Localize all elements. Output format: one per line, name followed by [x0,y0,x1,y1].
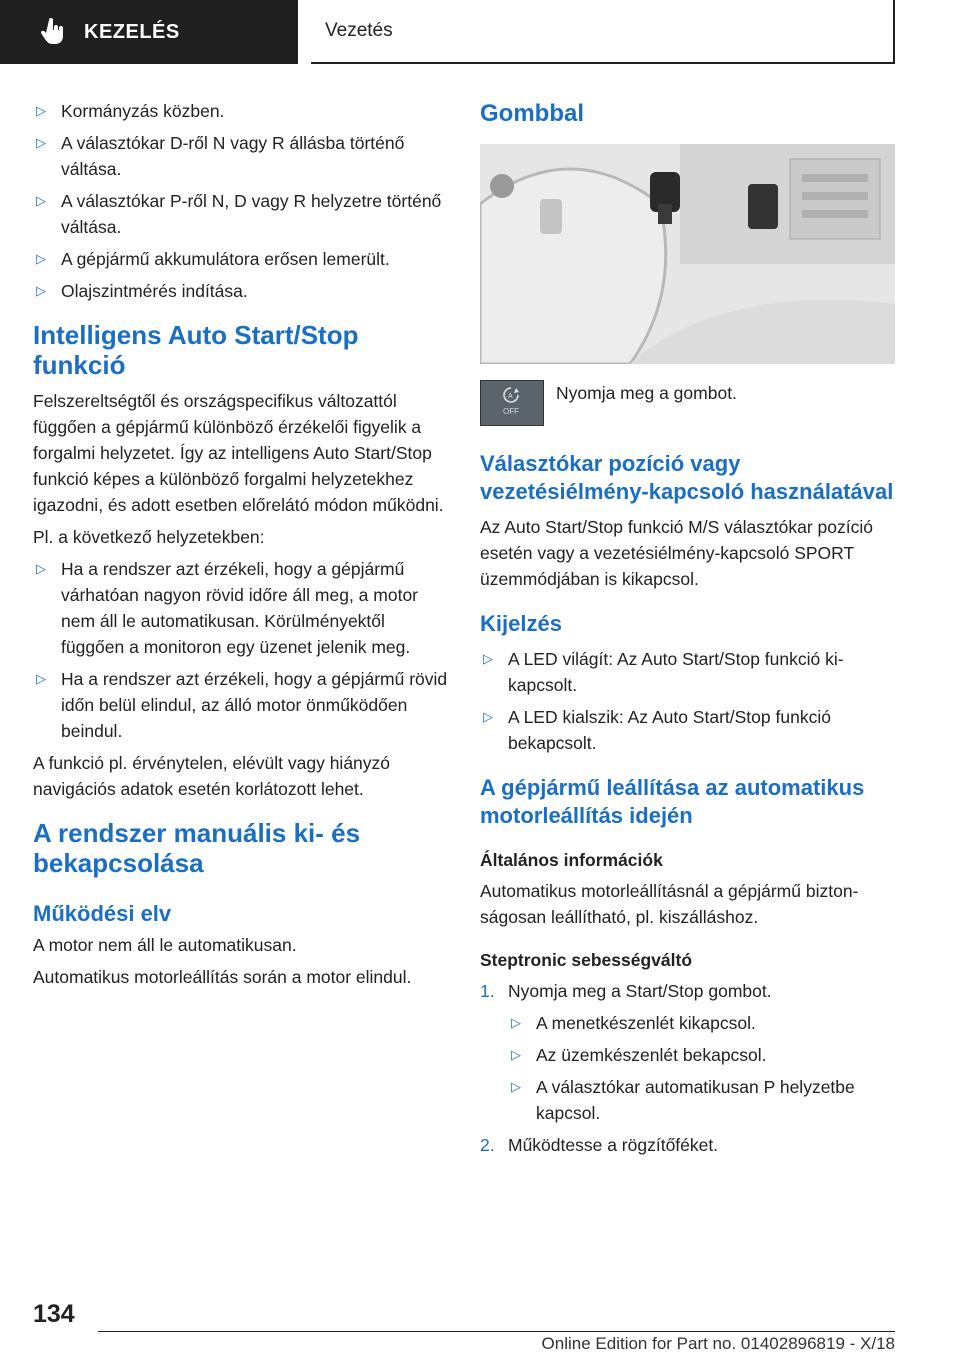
triangle-bullet-icon: ▷ [36,103,46,118]
triangle-bullet-icon: ▷ [511,1079,521,1094]
triangle-bullet-icon: ▷ [483,651,493,666]
triangle-bullet-icon: ▷ [36,135,46,150]
heading-selector: Választókar pozíció vagy vezetésiélmény-kapcsoló használatával [480,451,894,504]
list-item: 2. Működtesse a rögzítőféket. [480,1132,897,1158]
interior-photo [480,144,895,364]
list-item: ▷ A gépjármű akkumulátora erősen lemerült. [33,246,448,272]
list-item: ▷ Olajszintmérés indítása. [33,278,448,304]
header-tab [0,0,298,64]
paragraph: Automatikus motorleállítás során a motor elindul. [33,967,412,987]
heading-principle: Működési elv [33,901,172,926]
footer-divider [98,1331,895,1332]
auto-start-stop-icon [501,386,521,404]
triangle-bullet-icon: ▷ [36,251,46,266]
heading-general: Általános információk [480,850,663,870]
list-item: ▷ A választókar automatikusan P helyzetbe kapcsol. [508,1074,897,1126]
triangle-bullet-icon: ▷ [36,561,46,576]
hand-pointer-icon [40,18,66,46]
heading-auto-start-stop: Intelligens Auto Start/Stop funkció [33,320,359,380]
paragraph: A motor nem áll le automatikusan. [33,935,297,955]
button-instruction [480,380,897,426]
section-title: Vezetés [311,0,895,64]
paragraph: A funkció pl. érvénytelen, elévült vagy hiányzó navigációs adatok esetén korlátozott lehet. [33,753,391,799]
paragraph: Pl. a következő helyzetekben: [33,527,265,547]
right-column [480,98,897,1164]
list-item: ▷ A menetkészenlét kikapcsol. [508,1010,897,1036]
paragraph: Az Auto Start/Stop funkció M/S választókar pozíció esetén vagy a vezetésiélmény-kapcsoló SPORT üzemmódjában is kikapcsol. [480,517,873,589]
heading-button: Gombbal [480,100,585,127]
auto-bullet-list [33,556,448,744]
paragraph: Automatikus motorleállításnál a gépjármű biztonságosan leállítható, pl. kiszálláshoz. [480,881,859,927]
paragraph: Felszereltségtől és országspecifikus változattól függően a gépjármű különböző érzékelői figyelik a forgalmi helyzetet. Így az intelligens Auto Start/Stop funkció képes a különböző forgalmi helyzetekhez igazodni, és adott esetben előrelátó módon működni. [33,391,444,515]
display-bullet-list [480,646,897,756]
page-number: 134 [33,1300,75,1328]
list-item: ▷ Ha a rendszer azt érzékeli, hogy a gépjármű rövid időn belül elindul, az álló motor önműködően beindul. [33,666,448,744]
list-item: ▷ A választókar D-ről N vagy R állásba történő váltása. [33,130,448,182]
heading-park: A gépjármű leállítása az automatikus motorleállítás idején [480,775,865,828]
list-item: ▷ A LED világít: Az Auto Start/Stop funkció kikapcsolt. [480,646,897,698]
list-item: ▷ A LED kialszik: Az Auto Start/Stop funkció bekapcsolt. [480,704,897,756]
triangle-bullet-icon: ▷ [483,709,493,724]
step-number: 1. [480,981,495,1001]
heading-steptronic: Steptronic sebességváltó [480,950,693,970]
left-column [33,98,448,996]
heading-display: Kijelzés [480,611,562,636]
button-instruction-text: Nyomja meg a gombot. [556,383,737,403]
list-item: ▷ Ha a rendszer azt érzékeli, hogy a gépjármű várhatóan nagyon rövid időre áll meg, a motor nem áll le automatikusan. Körülményektől függően a monitoron egy üzenet jelenik meg. [33,556,448,660]
list-item: ▷ A választókar P-ről N, D vagy R helyzetre történő váltása. [33,188,448,240]
triangle-bullet-icon: ▷ [36,283,46,298]
step-number: 2. [480,1135,495,1155]
triangle-bullet-icon: ▷ [511,1015,521,1030]
svg-text:A: A [508,393,513,400]
sub-bullet-list [508,1010,897,1126]
footer-edition: Online Edition for Part no. 01402896819 - X/18 [541,1334,895,1353]
triangle-bullet-icon: ▷ [36,193,46,208]
off-label: OFF [503,407,519,416]
triangle-bullet-icon: ▷ [36,671,46,686]
steps-list [480,978,897,1158]
list-item: ▷ Kormányzás közben. [33,98,448,124]
triangle-bullet-icon: ▷ [511,1047,521,1062]
heading-manual-toggle: A rendszer manuális ki- és bekapcsolása [33,818,361,878]
list-item: ▷ Az üzemkészenlét bekapcsol. [508,1042,897,1068]
list-item: 1. Nyomja meg a Start/Stop gombot. ▷ A menetkészenlét kikapcsol. ▷ Az üzemkészenlét bekapcsol. ▷ A választókar automatikusan P helyzetbe kapcsol. [480,978,897,1126]
auto-start-stop-button-image [480,380,544,426]
chapter-label: KEZELÉS [84,20,180,43]
top-bullet-list [33,98,448,304]
